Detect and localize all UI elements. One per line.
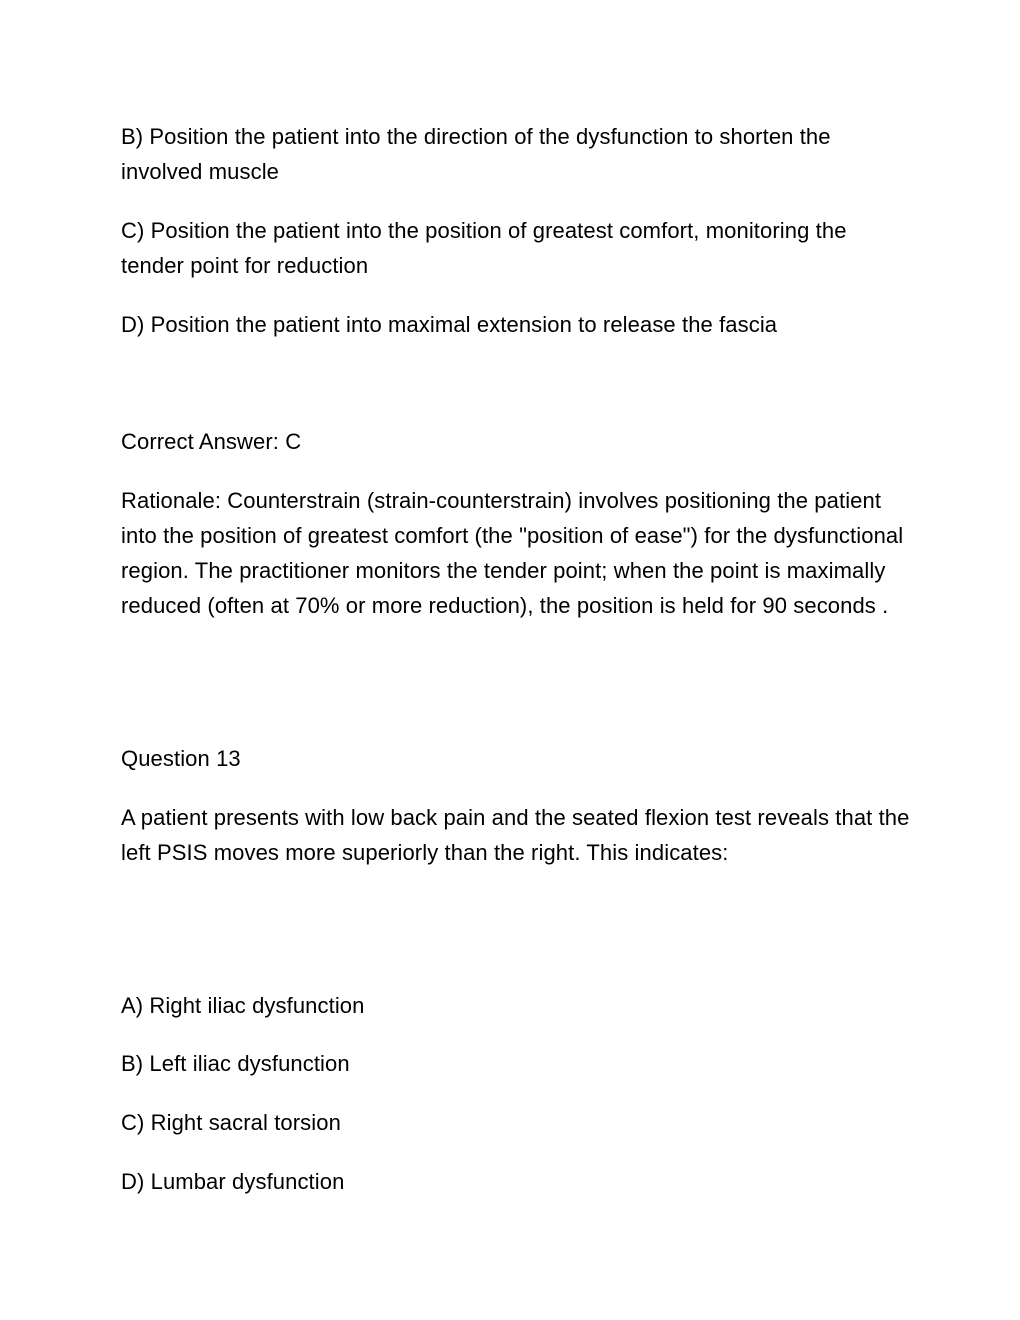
answer-option-c: C) Right sacral torsion [121, 1110, 341, 1135]
answer-option-b: B) Left iliac dysfunction [121, 1051, 350, 1076]
question-heading: Question 13 [121, 746, 241, 771]
correct-answer-text: Correct Answer: C [121, 429, 302, 454]
answer-option-d: D) Lumbar dysfunction [121, 1169, 345, 1194]
option-c-text: C) Position the patient into the position of greatest comfort, monitoring the tender point for reduction [121, 218, 847, 278]
rationale-text: Rationale: Counterstrain (strain-counterstrain) involves positioning the patient into the position of greatest comfort (the "position of ease") for the dysfunctional region. The practitioner monitors the tender point; when the point is maximally reduced (often at 70% or more reduction), the position is held for 90 seconds . [121, 488, 904, 618]
option-b-text: B) Position the patient into the direction of the dysfunction to shorten the involved muscle [121, 124, 831, 184]
option-d-text: D) Position the patient into maximal extension to release the fascia [121, 312, 778, 337]
question-stem: A patient presents with low back pain and the seated flexion test reveals that the left PSIS moves more superiorly than the right. This indicates: [121, 805, 910, 865]
answer-option-a: A) Right iliac dysfunction [121, 993, 365, 1018]
